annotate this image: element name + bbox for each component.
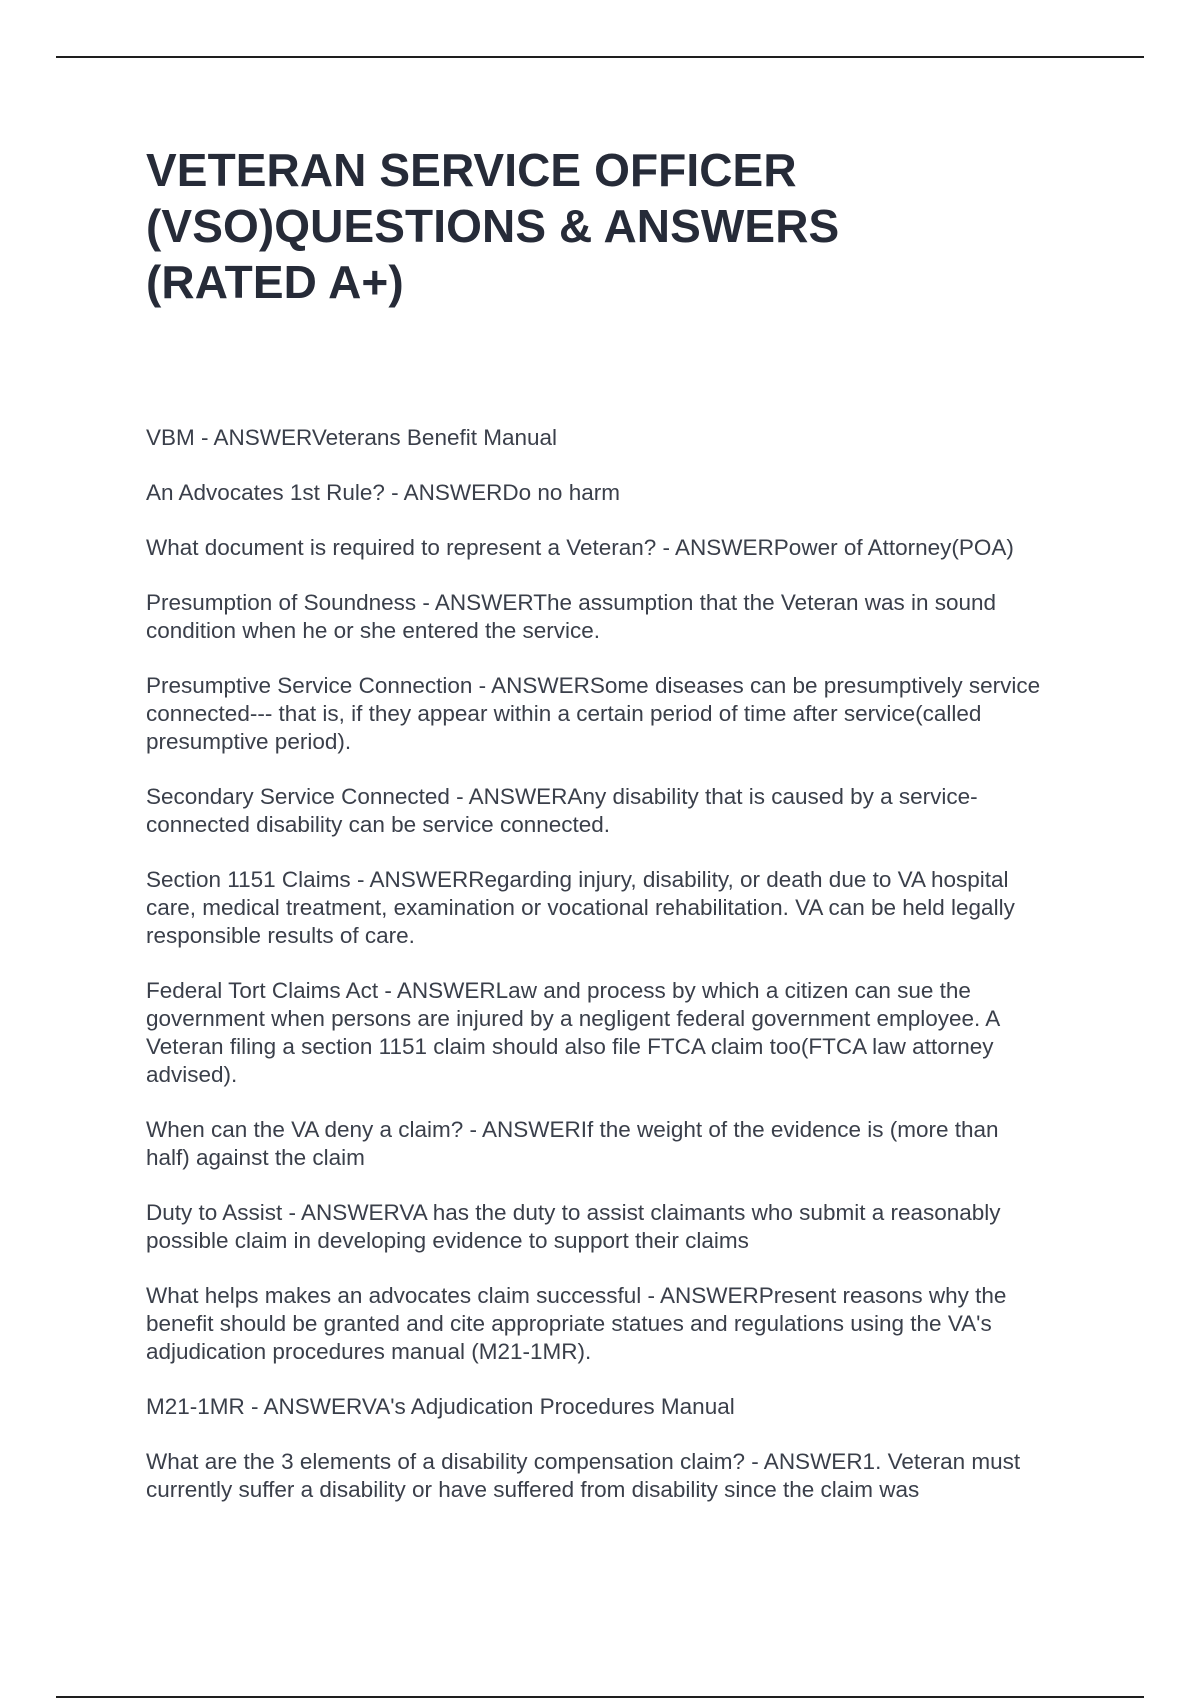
qa-item: Presumption of Soundness - ANSWERThe assumption that the Veteran was in sound condition when he or she entered the service. bbox=[146, 590, 997, 643]
qa-item: What helps makes an advocates claim successful - ANSWERPresent reasons why the benefit should be granted and cite appropriate statues and regulations using the VA's adjudication procedures manual (M21-1MR). bbox=[146, 1283, 1007, 1364]
qa-item: M21-1MR - ANSWERVA's Adjudication Procedures Manual bbox=[146, 1394, 735, 1419]
top-rule bbox=[56, 56, 1144, 58]
bottom-rule bbox=[56, 1696, 1144, 1698]
qa-item: When can the VA deny a claim? - ANSWERIf the weight of the evidence is (more than half) against the claim bbox=[146, 1117, 999, 1170]
qa-item: What are the 3 elements of a disability compensation claim? - ANSWER1. Veteran must currently suffer a disability or have suffered from disability since the claim was bbox=[146, 1449, 1021, 1502]
qa-item: Section 1151 Claims - ANSWERRegarding injury, disability, or death due to VA hospital care, medical treatment, examination or vocational rehabilitation. VA can be held legally responsible results of care. bbox=[146, 867, 1015, 948]
qa-item: Secondary Service Connected - ANSWERAny disability that is caused by a service-connected disability can be service connected. bbox=[146, 784, 978, 837]
qa-item: VBM - ANSWERVeterans Benefit Manual bbox=[146, 425, 558, 450]
qa-list bbox=[146, 424, 1046, 1531]
qa-item: Duty to Assist - ANSWERVA has the duty to assist claimants who submit a reasonably possible claim in developing evidence to support their claims bbox=[146, 1200, 1001, 1253]
document-title bbox=[146, 142, 1106, 310]
title-line: (VSO)QUESTIONS & ANSWERS bbox=[146, 200, 840, 252]
title-line: VETERAN SERVICE OFFICER bbox=[146, 144, 797, 196]
qa-item: Federal Tort Claims Act - ANSWERLaw and process by which a citizen can sue the government when persons are injured by a negligent federal government employee. A Veteran filing a section 1151 claim should also file FTCA claim too(FTCA law attorney advised). bbox=[146, 978, 1000, 1087]
qa-item: What document is required to represent a Veteran? - ANSWERPower of Attorney(POA) bbox=[146, 535, 1014, 560]
qa-item: Presumptive Service Connection - ANSWERSome diseases can be presumptively service connected--- that is, if they appear within a certain period of time after service(called presumptive period). bbox=[146, 673, 1041, 754]
qa-item: An Advocates 1st Rule? - ANSWERDo no harm bbox=[146, 480, 620, 505]
title-line: (RATED A+) bbox=[146, 256, 404, 308]
